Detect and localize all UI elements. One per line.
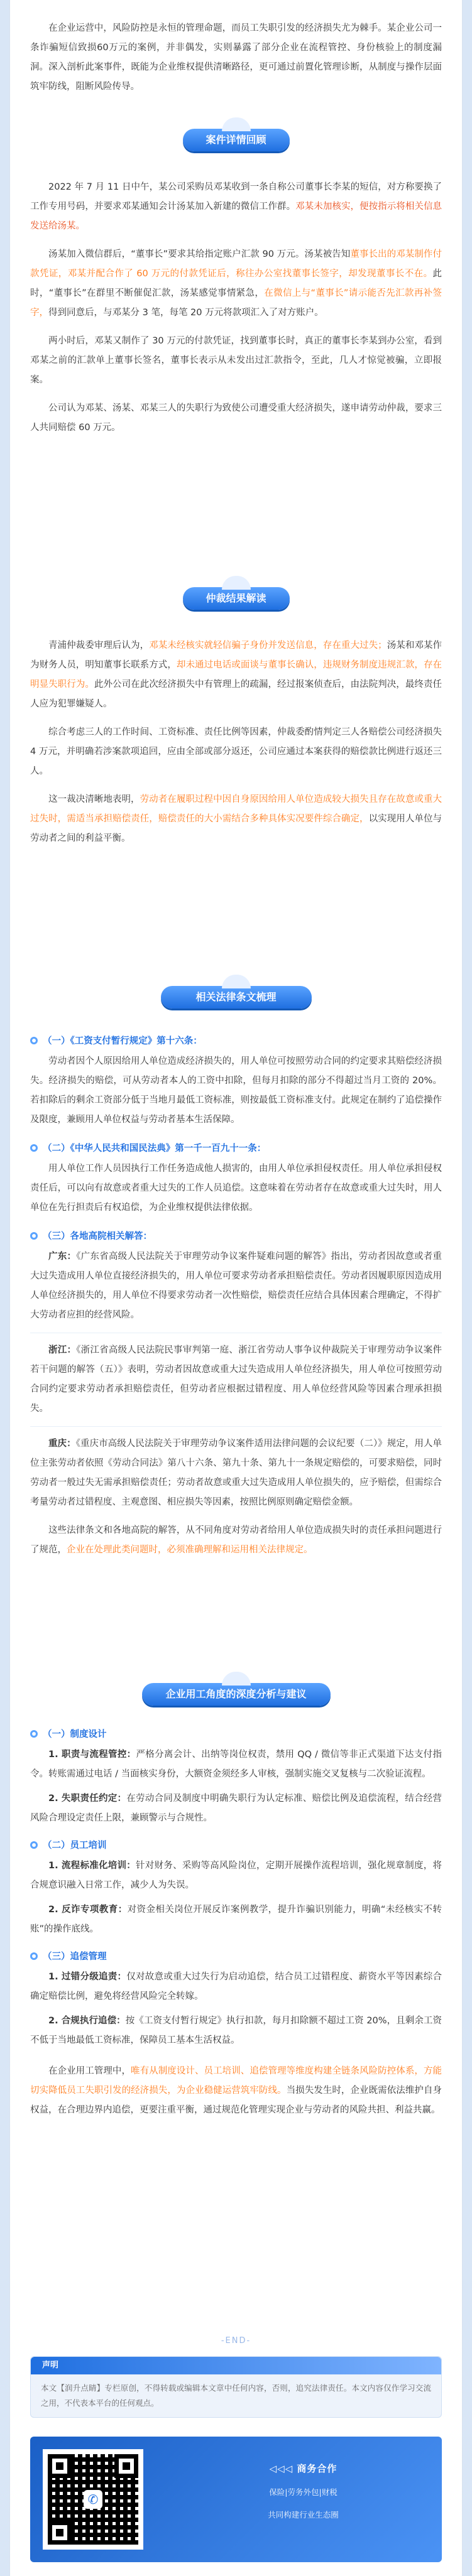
advice-item-text: 对资金相关岗位开展反诈案例教学，提升诈骗识别能力，明确“未经核实不转账”的操作底线。 [30, 1905, 442, 1934]
local-item-chongqing [30, 1434, 442, 1512]
business-slogan: 共同构建行业生态圈 [268, 2510, 339, 2519]
business-info [175, 2462, 432, 2520]
business-card [30, 2437, 442, 2562]
notice-body: 本文【润升点睛】专栏原创，不得转载或编辑本文章中任何内容，否则，追究法律责任。本文内容仅作学习交流之用，不代表本平台的任何观点。 [41, 2383, 431, 2408]
case-p2-text-c: 得到同意后，与邓某分 3 笔，每笔 20 万元将款项汇入了对方账户。 [48, 308, 324, 318]
article-page [9, 0, 463, 2576]
advice-item-text: 按《工资支付暂行规定》执行扣款，每月扣除额不超过工资 20%，且剩余工资不低于当地最低工资标准，保障员工基本生活权益。 [30, 2016, 442, 2045]
ruling-p1-highlight: 邓某未经核实就轻信骗子身份并发送信息，存在重大过失； [149, 641, 387, 651]
case-p1-highlight: 邓某未加核实，便按指示将相关信息发送给汤某。 [30, 202, 442, 231]
law-title: 相关法律条文梳理 [161, 986, 312, 1009]
law-1-heading-text: （一）《工资支付暂行规定》第十六条： [43, 1036, 202, 1046]
law-closing-highlight: 企业在处理此类问题时，必须准确理解和运用相关法律规定。 [67, 1545, 313, 1555]
intro-section [10, 19, 462, 97]
case-p2-highlight: 董事长出的邓某制作付款凭证，邓某并配合作了 60 万元的付款凭证后，称往办公室找董事长签字，却发现董事长不在。 [30, 249, 442, 279]
advice-group-heading-text: （一）制度设计 [43, 1729, 107, 1740]
ruling-p3-text-b: 以实现用人单位与劳动者之间的利益平衡。 [30, 814, 442, 843]
advice-group-heading-text: （二）员工培训 [43, 1841, 107, 1851]
advice-item-text: 针对财务、采购等高风险岗位，定期开展操作流程培训，强化规章制度，将合规意识融入日常工作，减少人为失误。 [30, 1861, 442, 1890]
ruling-p1-text-c: 此外公司在此次经济损失中有管理上的疏漏，经过报案侦查后，由法院判决，最终责任人应为犯罪嫌疑人。 [30, 679, 442, 709]
ruling-paragraph-2: 综合考虑三人的工作时间、工资标准、责任比例等因素，仲裁委酌情判定三人各赔偿公司经济损失 4 万元，并明确若涉案款项追回，应由全部或部分返还，公司应通过本案获得的赔偿款比例进行返还三人。 [30, 727, 442, 776]
bullet-dot-icon [30, 1232, 38, 1240]
local-item-text: 《浙江省高级人民法院民事审判第一庭、浙江省劳动人事争议仲裁院关于审理劳动争议案件若干问题的解答（五）》表明，劳动者因故意或重大过失造成用人单位经济损失，用人单位可按照劳动合同约定要求劳动者承担赔偿责任，但劳动者应根据过错程度、用人单位经营风险等因素合理承担损失。 [30, 1345, 442, 1414]
case-paragraph-3: 两小时后，邓某又制作了 30 万元的付款凭证，找到董事长时，真正的董事长李某到办公室，看到邓某之前的汇款单上董事长签名，董事长表示从未发出过汇款指令，至此，几人才惊觉被骗，立即报案。 [30, 336, 442, 385]
advice-item-text: 严格分离会计、出纳等岗位权责，禁用 QQ / 微信等非正式渠道下达支付指令。转账需通过电话 / 当面核实身份，大额资金须经多人审核，强制实施交叉复核与二次验证流程。 [30, 1750, 442, 1779]
bullet-dot-icon [30, 1841, 38, 1849]
law-2-body: 用人单位工作人员因执行工作任务造成他人损害的，由用人单位承担侵权责任。用人单位承担侵权责任后，可以向有故意或者重大过失的工作人员追偿。这意味着在劳动者存在故意或重大过失时，用人单位在先行担责后有权追偿，为企业维权提供法律依据。 [30, 1164, 442, 1213]
case-review-section [10, 129, 462, 438]
local-item-text: 《广东省高级人民法院关于审理劳动争议案件疑难问题的解答》指出，劳动者因故意或者重大过失造成用人单位直接经济损失的，用人单位可要求劳动者承担赔偿责任。劳动者因履职原因造成用人单位经济损失的，用人单位不得要求劳动者一次性赔偿，赔偿责任应结合具体因素合理确定，不得扩大劳动者应担的经营风险。 [30, 1252, 442, 1320]
advice-closing [30, 2062, 442, 2120]
advice-group-1-heading [30, 1727, 442, 1740]
ruling-paragraph-1 [30, 636, 442, 714]
ruling-paragraph-3 [30, 790, 442, 848]
local-heading-text: （三）各地高院相关解答： [43, 1231, 152, 1242]
bullet-dot-icon [30, 1730, 38, 1738]
qr-finder [48, 2454, 72, 2478]
ruling-p1-highlight-b: 却未通过电话或面谈与董事长确认，违规财务制度违规汇款，存在明显失职行为。 [30, 660, 442, 690]
local-heading [30, 1229, 442, 1242]
local-item-zhejiang [30, 1341, 442, 1419]
advice-title: 企业用工角度的深度分析与建议 [142, 1683, 331, 1706]
advice-item-label: 2. 失职责任约定： [48, 1794, 127, 1804]
advice-item [30, 1856, 442, 1895]
advice-item-text: 在劳动合同及制度中明确失职行为认定标准、赔偿比例及追偿流程，结合经营风险合理设定责任上限，兼顾警示与合规性。 [30, 1794, 442, 1823]
law-2-heading-text: （二）《中华人民共和国民法典》第一千一百九十一条： [43, 1144, 266, 1154]
qr-finder [114, 2454, 138, 2478]
law-closing-text: 这些法律条文和各地高院的解答，从不同角度对劳动者给用人单位造成损失时的责任承担问题进行了规范， [30, 1525, 442, 1555]
business-title: ◁◁◁ 商务合作 [269, 2463, 338, 2474]
case-paragraph-1 [30, 178, 442, 236]
notice-box [30, 2356, 442, 2418]
case-p2-text: 汤某加入微信群后，“董事长”要求其给指定账户汇款 90 万元。汤某被告知 [48, 249, 351, 259]
advice-item-label: 1. 流程标准化培训： [48, 1861, 136, 1871]
advice-item [30, 1900, 442, 1939]
local-item-place: 广东： [48, 1252, 77, 1262]
ruling-p1-text-b: 汤某和邓某作为财务人员，明知董事长联系方式， [30, 641, 442, 670]
wechat-icon: ✆ [84, 2490, 102, 2509]
advice-closing-highlight: 唯有从制度设计、员工培训、追偿管理等维度构建全链条风险防控体系，方能切实降低员工失职引发的经济损失，为企业稳健运营筑牢防线。 [30, 2066, 442, 2096]
bullet-dot-icon [30, 1037, 38, 1044]
advice-item-text: 仅对故意或重大过失行为启动追偿，结合员工过错程度、薪资水平等因素综合确定赔偿比例，避免将经营风险完全转嫁。 [30, 1972, 442, 2001]
local-item-guangdong [30, 1247, 442, 1325]
case-review-title: 案件详情回顾 [183, 129, 290, 151]
advice-section [10, 1683, 462, 2120]
case-paragraph-2 [30, 245, 442, 323]
ruling-p3-highlight: 劳动者在履职过程中因自身原因给用人单位造成较大损失且存在故意或重大过失时，需适当承担赔偿责任，赔偿责任的大小需结合多种具体实况要件综合确定， [30, 794, 442, 824]
advice-item [30, 1967, 442, 2006]
law-section [10, 986, 462, 1560]
advice-item-label: 2. 合规执行追偿： [48, 2016, 126, 2026]
end-marker: -END- [221, 2336, 251, 2346]
law-2-heading [30, 1141, 442, 1154]
case-paragraph-4: 公司认为邓某、汤某、邓某三人的失职行为致使公司遭受重大经济损失，遂申请劳动仲裁，要求三人共同赔偿 60 万元。 [30, 403, 442, 433]
advice-item [30, 2011, 442, 2050]
ruling-p1-text: 青浦仲裁委审理后认为， [48, 641, 150, 651]
local-item-text: 《重庆市高级人民法院关于审理劳动争议案件适用法律问题的会议纪要（二）》规定，用人单位主张劳动者依照《劳动合同法》第八十六条、第九十条、第九十一条规定赔偿的，可要求赔偿，同时劳动者一般过失无需承担赔偿责任；劳动者故意或重大过失造成用人单位损失的，应予赔偿，但需综合考量劳动者过错程度、主观意图、相应损失等因素，按照比例原则确定赔偿金额。 [30, 1439, 442, 1507]
law-closing [30, 1521, 442, 1560]
law-1-heading [30, 1034, 442, 1047]
advice-item [30, 1789, 442, 1828]
advice-item-label: 2. 反诈专项教育： [48, 1905, 128, 1915]
business-services: 保险|劳务外包|财税 [269, 2487, 338, 2497]
ruling-title: 仲裁结果解读 [183, 587, 290, 610]
intro-paragraph: 在企业运营中，风险防控是永恒的管理命题，而员工失职引发的经济损失尤为棘手。某企业公司一条诈骗短信致损60万元的案例，并非偶发，实则暴露了部分企业在流程管控、身份核验上的制度漏洞。深入剖析此案事件，既能为企业维权提供清晰路径，更可通过前置化管理诊断，从制度与操作层面筑牢防线，阻断风险传导。 [30, 23, 442, 92]
advice-closing-text-b: 当损失发生时，企业既需依法维护自身权益，在合理边界内追偿，更要注重平衡，通过规范化管理实现企业与劳动者的风险共担、利益共赢。 [30, 2086, 442, 2115]
advice-group-3-heading [30, 1949, 442, 1962]
local-item-place: 浙江： [48, 1345, 77, 1355]
case-p2-highlight-b: 在微信上与“董事长”请示能否先汇款再补签字， [30, 288, 442, 318]
law-1-body: 劳动者因个人原因给用人单位造成经济损失的，用人单位可按照劳动合同的约定要求其赔偿经济损失。经济损失的赔偿，可从劳动者本人的工资中扣除，但每月扣除的部分不得超过当月工资的 20%。若扣除后的剩余工资部分低于当地月最低工资标准，则按最低工资标准支付。此规定在制约了追偿操作及限度，兼顾用人单位权益与劳动者基本生活保障。 [30, 1056, 442, 1125]
local-item-place: 重庆： [48, 1439, 76, 1449]
advice-group-2-heading [30, 1838, 442, 1851]
bullet-dot-icon [30, 1144, 38, 1152]
qr-code[interactable] [43, 2449, 143, 2550]
ruling-section [10, 587, 462, 848]
case-p1-text: 2022 年 7 月 11 日中午，某公司采购员邓某收到一条自称公司董事长李某的短信，对方称要换了工作专用号码，并要求邓某通知会计汤某加入新建的微信工作群。 [30, 182, 442, 212]
advice-item-label: 1. 过错分级追责： [48, 1972, 127, 1982]
case-p2-text-b: 此时，“董事长”在群里不断催促汇款，汤某感觉事情紧急， [30, 269, 442, 298]
notice-heading: 声明 [31, 2357, 441, 2374]
divider [30, 1426, 442, 1427]
ruling-p3-text: 这一裁决清晰地表明， [48, 794, 140, 804]
advice-item-label: 1. 职责与流程管控： [48, 1750, 136, 1760]
qr-finder [48, 2521, 72, 2545]
bullet-dot-icon [30, 1952, 38, 1960]
qr-pattern [48, 2454, 138, 2545]
advice-closing-text: 在企业用工管理中， [48, 2066, 131, 2076]
advice-item [30, 1745, 442, 1784]
advice-group-heading-text: （三）追偿管理 [43, 1952, 107, 1962]
